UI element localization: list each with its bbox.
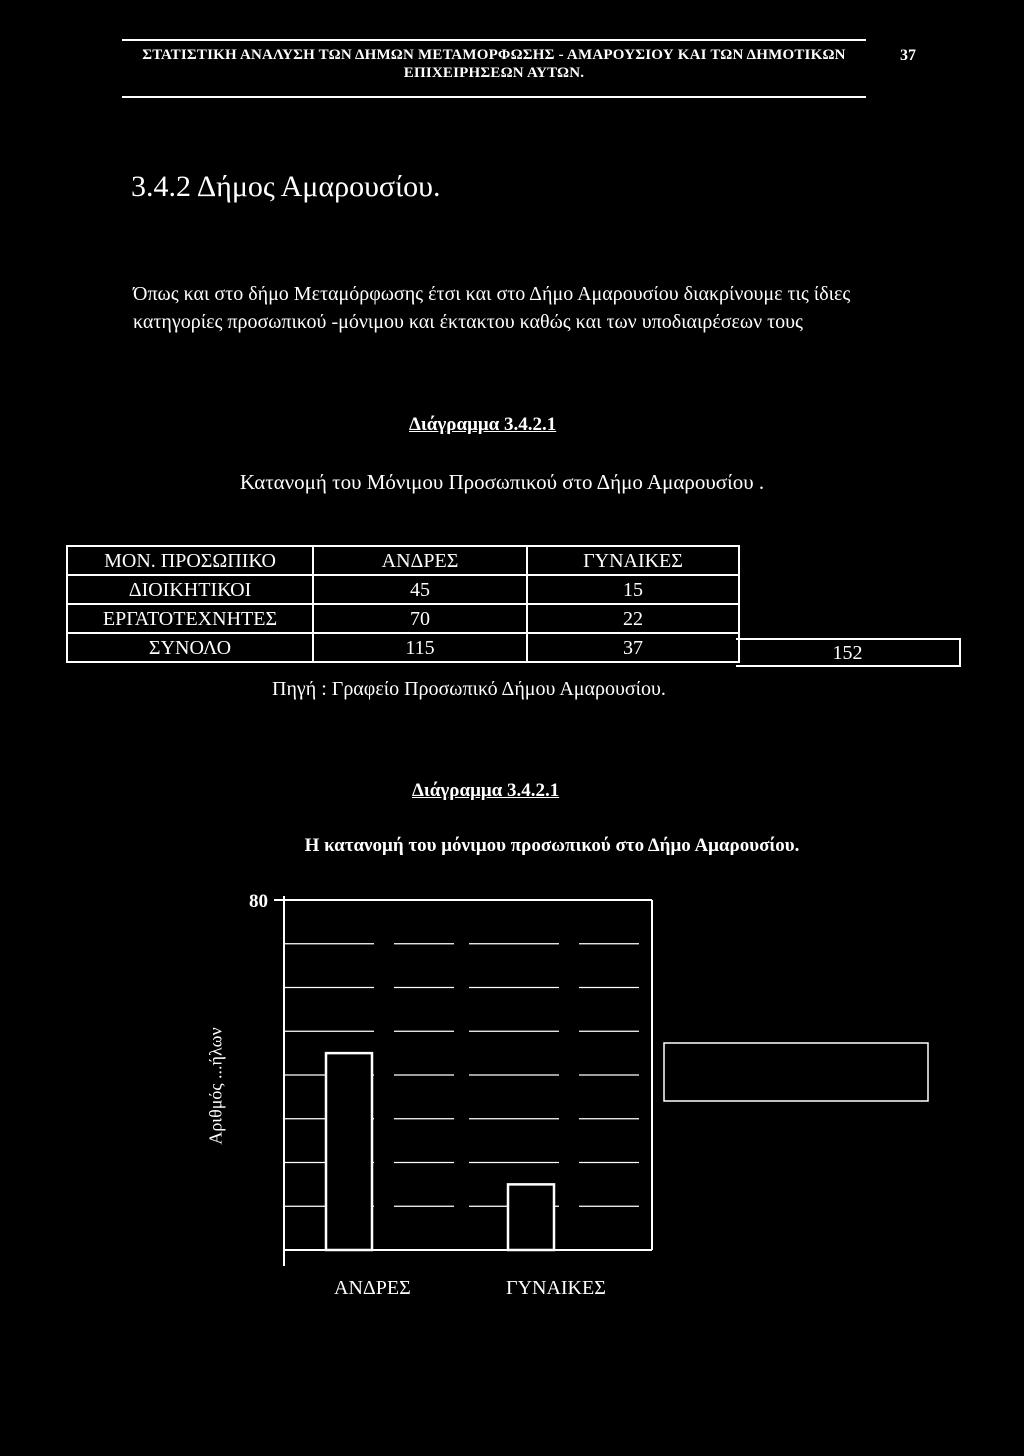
chart-title: Η κατανομή του μόνιμου προσωπικού στο Δήμο Αμαρουσίου. xyxy=(304,835,800,856)
table-cell: 70 xyxy=(313,604,527,633)
page-number: 37 xyxy=(900,47,916,64)
table-cell: 115 xyxy=(313,633,527,662)
table-cell: 22 xyxy=(527,604,739,633)
chart-y-tick-label: 80 xyxy=(249,891,268,912)
table-header-cell: ΜΟΝ. ΠΡΟΣΩΠΙΚΟ xyxy=(67,546,313,575)
grand-total-cell: 152 xyxy=(736,638,961,667)
chart-bar-andres xyxy=(326,1053,372,1250)
table-caption: Κατανομή του Μόνιμου Προσωπικού στο Δήμο Αμαρουσίου . xyxy=(239,470,765,494)
chart-legend-box xyxy=(664,1043,928,1101)
table-cell: 37 xyxy=(527,633,739,662)
table-diagram-label: Διάγραμμα 3.4.2.1 xyxy=(409,414,557,435)
header-title: ΣΤΑΤΙΣΤΙΚΗ ΑΝΑΛΥΣΗ ΤΩΝ ΔΗΜΩΝ ΜΕΤΑΜΟΡΦΩΣΗΣ - ΑΜΑΡΟΥΣΙΟΥ ΚΑΙ ΤΩΝ ΔΗΜΟΤΙΚΩΝ ΕΠΙΧΕΙΡΗΣΕΩΝ ΑΥΤΩΝ. xyxy=(142,47,846,81)
x-tick-label-gynaikes: ΓΥΝΑΙΚΕΣ xyxy=(506,1277,606,1299)
table-cell: 15 xyxy=(527,575,739,604)
chart-bar-gynaikes xyxy=(508,1184,554,1250)
table-source-note: Πηγή : Γραφείο Προσωπικό Δήμου Αμαρουσίου. xyxy=(272,678,666,700)
section-heading: 3.4.2 Δήμος Αμαρουσίου. xyxy=(131,170,441,203)
table-header-cell: ΑΝΔΡΕΣ xyxy=(313,546,527,575)
chart-y-axis-label: Αριθμός ...ήλων xyxy=(205,1027,226,1145)
section-body-text: Όπως και στο δήμο Μεταμόρφωσης έτσι και στο Δήμο Αμαρουσίου διακρίνουμε τις ίδιες κατηγορίες προσωπικού -μόνιμου και έκτακτου καθώς και των υποδιαιρέσεων τους xyxy=(133,283,851,333)
table-cell: ΣΥΝΟΛΟ xyxy=(67,633,313,662)
table-cell: ΔΙΟΙΚΗΤΙΚΟΙ xyxy=(67,575,313,604)
table-cell: ΕΡΓΑΤΟΤΕΧΝΗΤΕΣ xyxy=(67,604,313,633)
chart-diagram-label: Διάγραμμα 3.4.2.1 xyxy=(412,780,560,801)
table-header-cell: ΓΥΝΑΙΚΕΣ xyxy=(527,546,739,575)
x-tick-label-andres: ΑΝΔΡΕΣ xyxy=(334,1277,411,1299)
table-cell: 45 xyxy=(313,575,527,604)
